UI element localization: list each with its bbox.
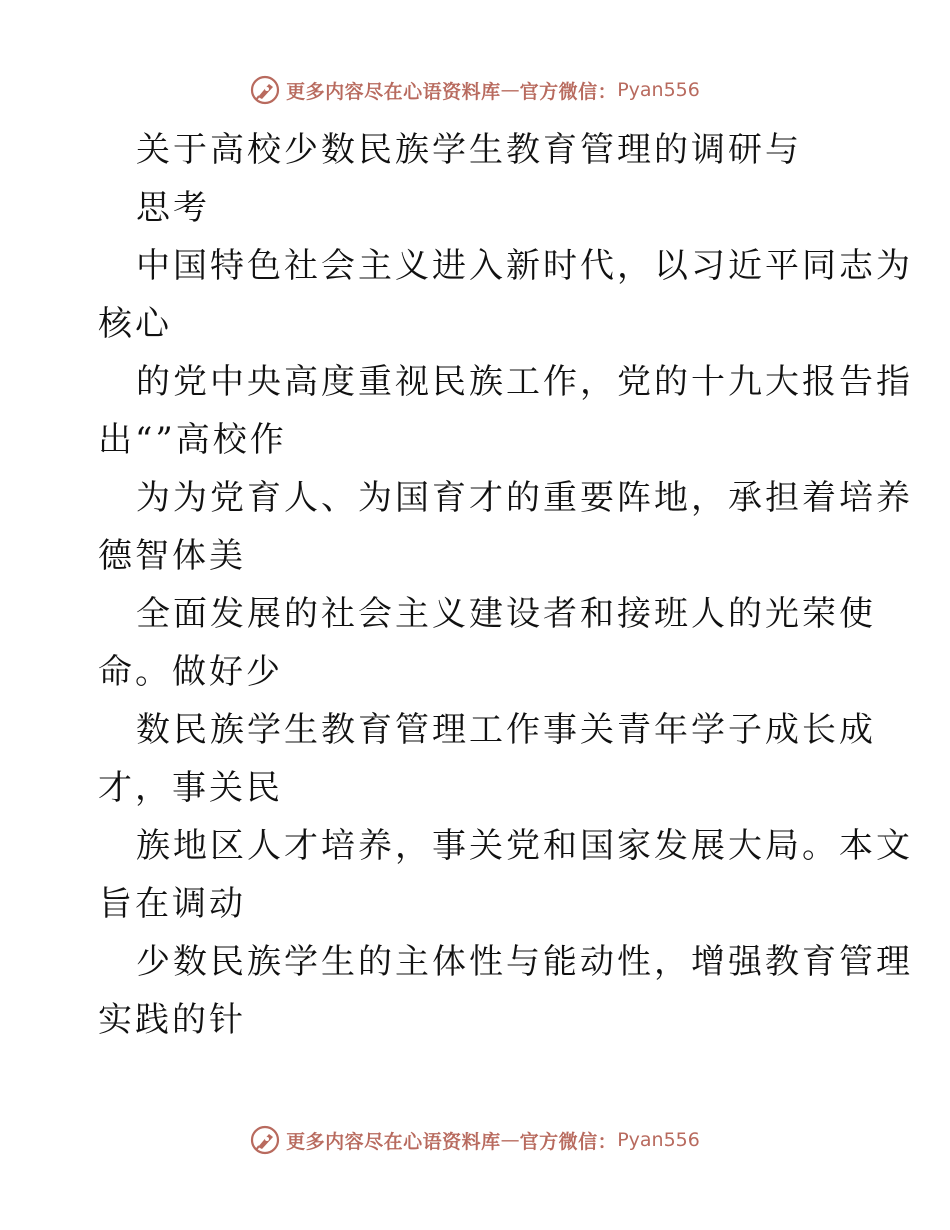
paragraph-line: 核心 (98, 304, 172, 344)
paragraph-line: 全面发展的社会主义建设者和接班人的光荣使 (136, 594, 876, 634)
watermark-wechat-label: 官方微信： (519, 80, 618, 103)
paragraph-line: 才，事关民 (98, 768, 283, 808)
paragraph-line: 命。做好少 (98, 652, 283, 692)
paragraph-line: 实践的针 (98, 1000, 246, 1040)
document-title-line-1: 关于高校少数民族学生教育管理的调研与 (136, 130, 802, 170)
paragraph-line: 少数民族学生的主体性与能动性，增强教育管理 (136, 942, 913, 982)
paragraph-line: 族地区人才培养，事关党和国家发展大局。本文 (136, 826, 913, 866)
paragraph-line: 出“”高校作 (98, 420, 287, 460)
watermark-wechat-id: Pyan556 (617, 1129, 700, 1151)
watermark-text: 更多内容尽在心语资料库 (286, 1130, 501, 1153)
pen-nib-logo-icon (250, 75, 280, 105)
watermark-dash: — (500, 79, 520, 101)
paragraph-line: 为为党育人、为国育才的重要阵地，承担着培养 (136, 478, 913, 518)
footer-watermark (0, 1120, 950, 1160)
watermark-dash: — (500, 1129, 520, 1151)
paragraph-line: 旨在调动 (98, 884, 246, 924)
paragraph-line: 中国特色社会主义进入新时代，以习近平同志为 (136, 246, 913, 286)
pen-nib-logo-icon (250, 1125, 280, 1155)
watermark-text: 更多内容尽在心语资料库 (286, 80, 501, 103)
paragraph-line: 数民族学生教育管理工作事关青年学子成长成 (136, 710, 876, 750)
paragraph-line: 的党中央高度重视民族工作，党的十九大报告指 (136, 362, 913, 402)
watermark-wechat-label: 官方微信： (519, 1130, 618, 1153)
document-title-line-2: 思考 (136, 188, 210, 228)
header-watermark (0, 70, 950, 110)
paragraph-line: 德智体美 (98, 536, 246, 576)
watermark-wechat-id: Pyan556 (617, 79, 700, 101)
